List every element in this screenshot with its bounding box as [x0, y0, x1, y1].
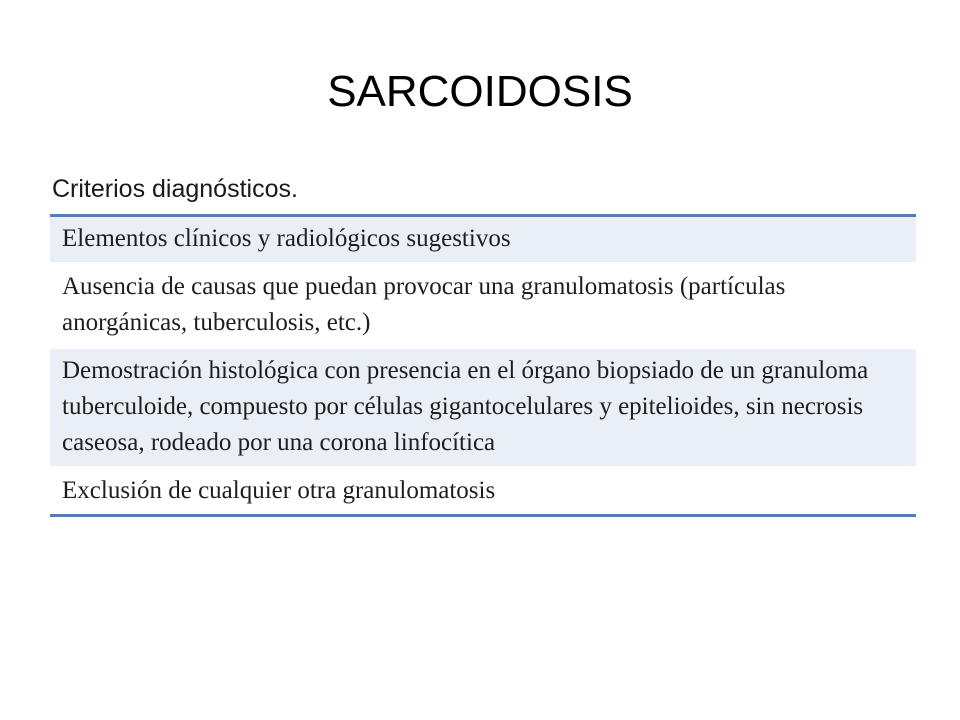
slide-title: SARCOIDOSIS [327, 67, 633, 116]
criteria-row-exclusion-causes: Ausencia de causas que puedan provocar una granulomatosis (partículas anorgánicas, tuberculosis, etc.) [50, 265, 916, 346]
table-bottom-rule [50, 514, 916, 517]
criteria-row-exclusion-granulomatosis: Exclusión de cualquier otra granulomatosis [50, 469, 916, 514]
table-caption: Criterios diagnósticos. [52, 175, 298, 203]
criteria-row-clinical: Elementos clínicos y radiológicos sugestivos [50, 217, 916, 262]
criteria-table [50, 168, 916, 517]
criteria-row-histology: Demostración histológica con presencia en el órgano biopsiado de un granuloma tuberculoide, compuesto por células gigantocelulares y epitelioides, sin necrosis caseosa, rodeado por una corona linfocítica [50, 349, 916, 466]
